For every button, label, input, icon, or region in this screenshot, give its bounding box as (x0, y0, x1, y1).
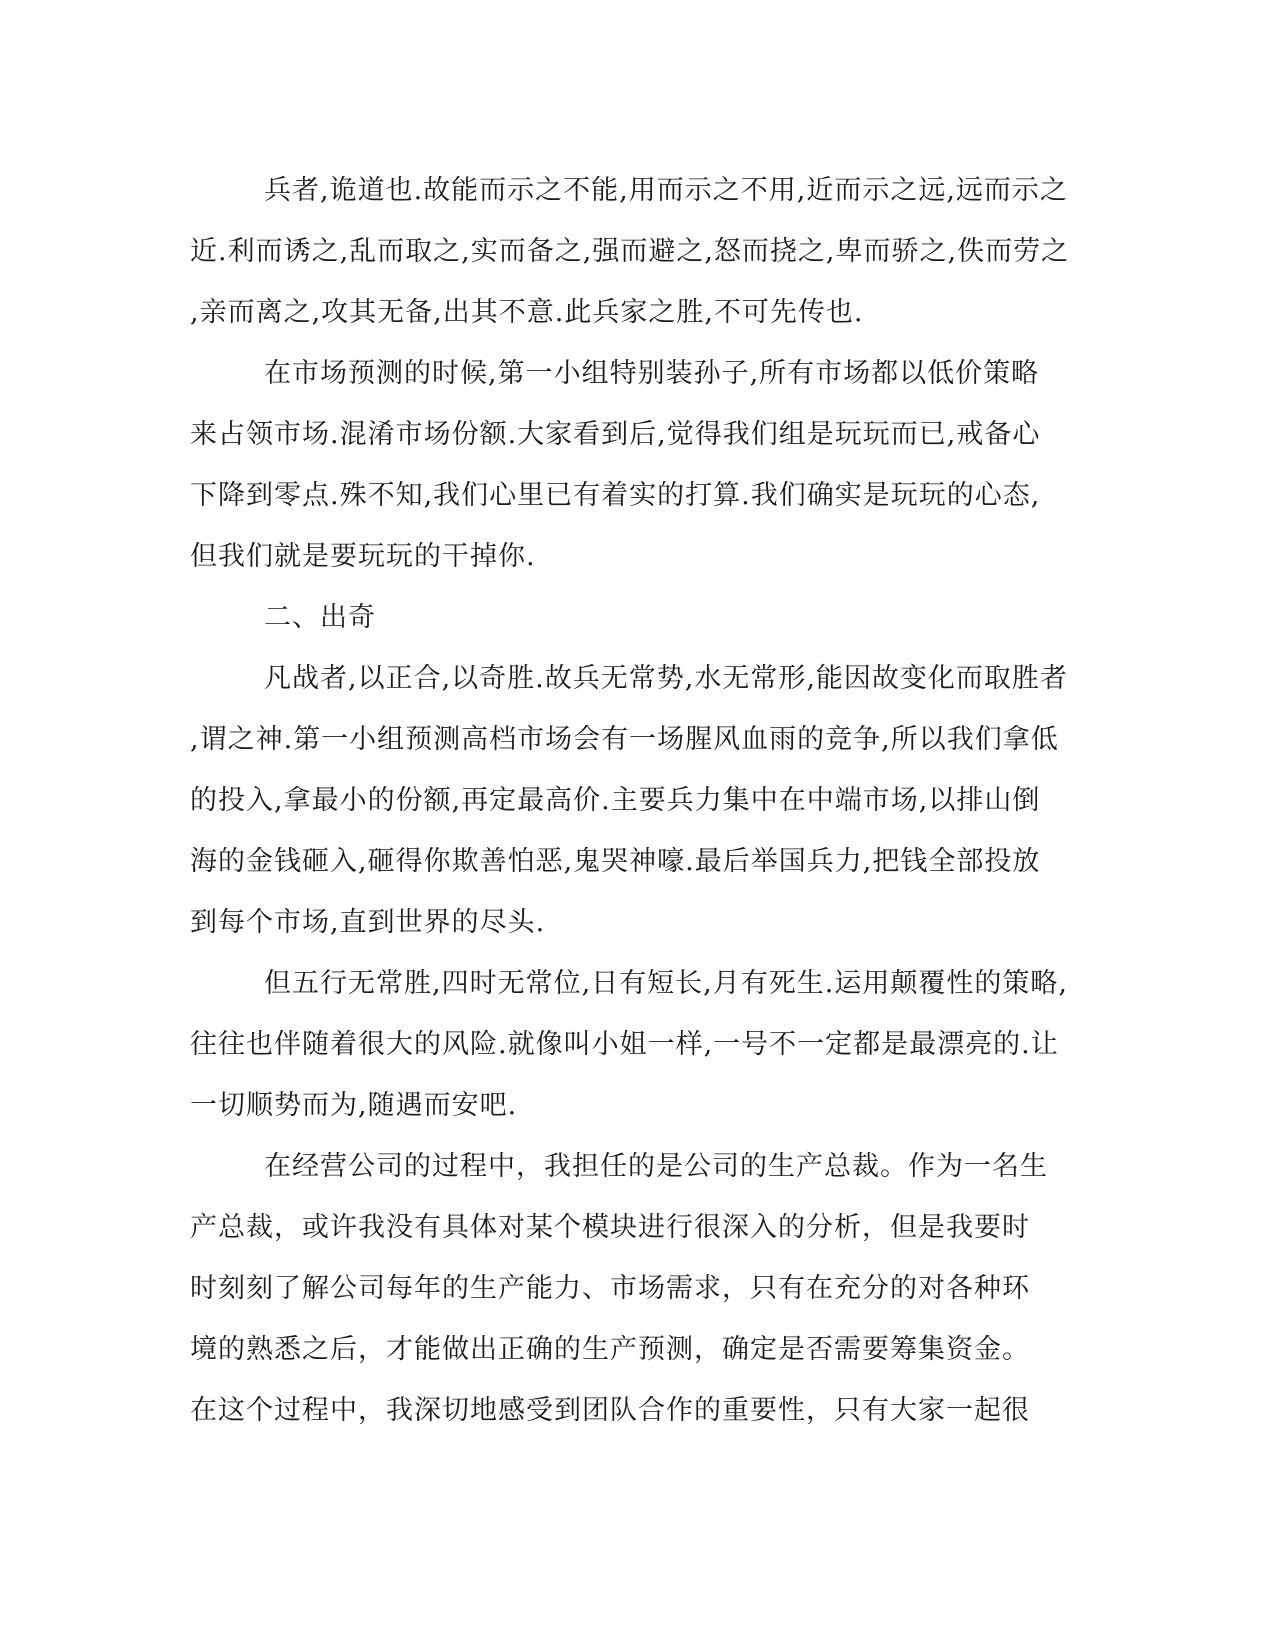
text-line: 到每个市场,直到世界的尽头. (190, 907, 546, 938)
text-line: 但我们就是要玩玩的干掉你. (190, 541, 536, 572)
text-line: 往往也伴随着很大的风险.就像叫小姐一样,一号不一定都是最漂亮的.让 (190, 1029, 1059, 1060)
text-line: 在这个过程中，我深切地感受到团队合作的重要性，只有大家一起很 (190, 1395, 1030, 1426)
section-heading: 二、出奇 (264, 602, 376, 633)
body-text (190, 160, 1090, 1441)
text-line: 在经营公司的过程中，我担任的是公司的生产总裁。作为一名生 (264, 1151, 1048, 1182)
text-line: ,亲而离之,攻其无备,出其不意.此兵家之胜,不可先传也. (190, 297, 864, 328)
text-line: 一切顺势而为,随遇而安吧. (190, 1090, 518, 1121)
text-line: 的投入,拿最小的份额,再定最高价.主要兵力集中在中端市场,以排山倒 (190, 785, 1041, 816)
text-line: 兵者,诡道也.故能而示之不能,用而示之不用,近而示之远,远而示之 (264, 175, 1068, 206)
text-line: 时刻刻了解公司每年的生产能力、市场需求，只有在充分的对各种环 (190, 1273, 1030, 1304)
text-line: 在市场预测的时候,第一小组特别装孙子,所有市场都以低价策略 (264, 358, 1040, 389)
text-line: ,谓之神.第一小组预测高档市场会有一场腥风血雨的竞争,所以我们拿低 (190, 724, 1059, 755)
text-line: 凡战者,以正合,以奇胜.故兵无常势,水无常形,能因故变化而取胜者 (264, 663, 1068, 694)
text-line: 产总裁，或许我没有具体对某个模块进行很深入的分析，但是我要时 (190, 1212, 1030, 1243)
text-line: 近.利而诱之,乱而取之,实而备之,强而避之,怒而挠之,卑而骄之,佚而劳之 (190, 236, 1070, 267)
text-line: 下降到零点.殊不知,我们心里已有着实的打算.我们确实是玩玩的心态, (190, 480, 1041, 511)
text-line: 但五行无常胜,四时无常位,日有短长,月有死生.运用颠覆性的策略, (264, 968, 1068, 999)
text-line: 来占领市场.混淆市场份额.大家看到后,觉得我们组是玩玩而已,戒备心 (190, 419, 1041, 450)
text-line: 海的金钱砸入,砸得你欺善怕恶,鬼哭神嚎.最后举国兵力,把钱全部投放 (190, 846, 1041, 877)
text-line: 境的熟悉之后，才能做出正确的生产预测，确定是否需要筹集资金。 (190, 1334, 1030, 1365)
